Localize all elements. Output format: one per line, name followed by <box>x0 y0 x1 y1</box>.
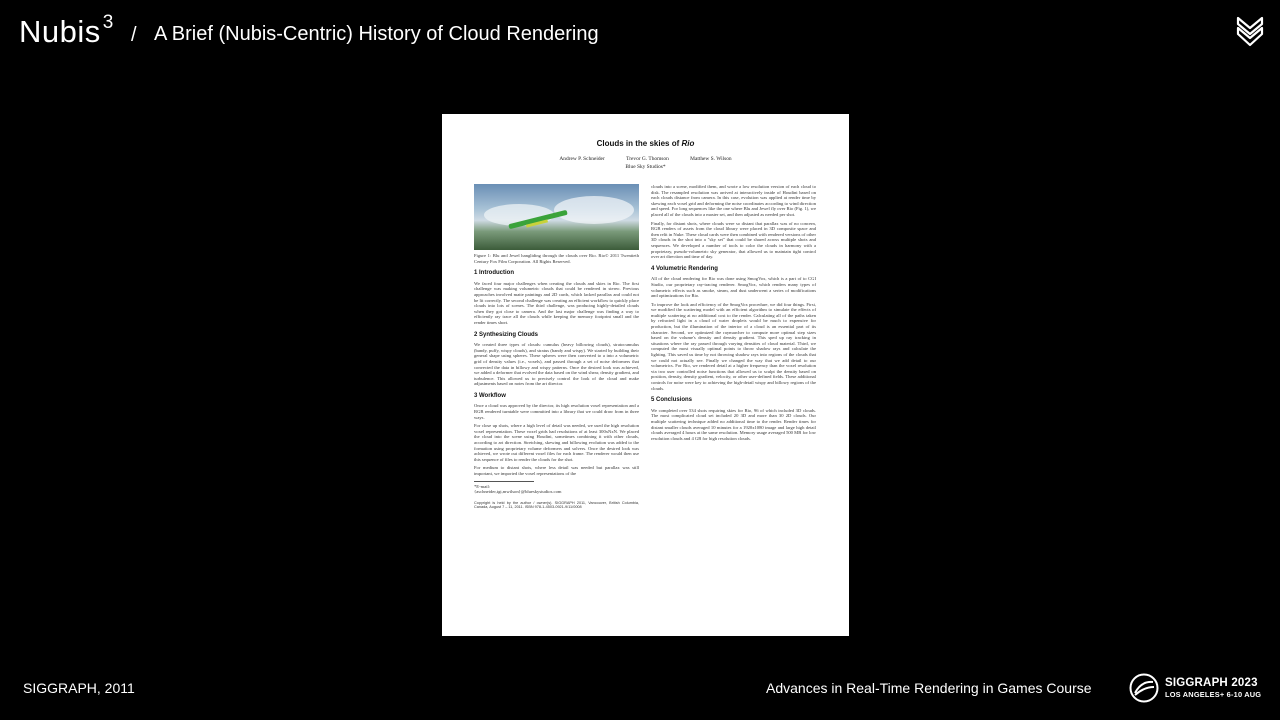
section-heading: 5 Conclusions <box>651 397 693 404</box>
paragraph: For medium to distant shots, where less detail was needed but parallax was still important, we imported the voxel representations of the <box>474 465 639 476</box>
paragraph: Finally, for distant shots, where clouds were so distant that parallax was of no concern, RGB renders of assets from the cloud library were placed in 3D composite space and then relit in Nuke. These cloud cards were then combined with rendered versions of other 3D clouds in the shot into a "sky set" that could be shared across multiple shots and sequences. We developed a number of tools to color the clouds in harmony with a proprietary, pseudo-volumetric sky generator, that allowed us to maintain tight control over art direction and time of day. <box>651 220 816 260</box>
siggraph-name: SIGGRAPH 2023 <box>1165 676 1258 689</box>
paragraph: To improve the look and efficiency of the SmogVox procedure, we did four things. First, we modified the scattering model with an efficient algorithm to simulate the effects of multiple scattering at no additional cost to the render. Calculating all of the paths taken by refracted light in a cloud of water droplets would be much to expensive for production, but the illumination of the interior of a cloud is an essential part of its character. Second, we optimized the raymarcher to compute more optimal step sizes based on the volume's density and density gradient. This sped up ray tracking in situations where the ray passed through varying densities of cloud material. Third, we computed the most visually optimal points to throw shadow rays and calculate the lighting. This saved us time by not throwing shadow rays into regions of the clouds that we could not actually see. Finally we changed the way that we add detail to our volumetrics. For Rio, we rendered detail at a higher frequency than the voxel resolution via two user controlled noise functions that allowed us to sculpt the density based on position, density, density gradient, velocity, or other user-defined fields. These additional controls for noise were key to achieving the high-detail wispy and billowy regions of the clouds. <box>651 301 816 391</box>
paper-page <box>442 114 849 636</box>
paper-column-left <box>474 184 639 510</box>
paragraph: Once a cloud was approved by the director, its high resolution voxel representation and a RGB rendered turntable were committed into a library that we could draw from in three ways. <box>474 403 639 420</box>
paragraph: We completed over 534 shots requiring skies for Rio, 96 of which included 3D clouds. The most complicated cloud set included 20 3D and more than 30 2D clouds. Our multiple scattering technique added no additional time to the render. Render times for distant smaller clouds averaged 10 minutes for a 1920x1080 image and large high detail clouds averaged 4 hours at the same resolution. Memory usage averaged 500 MB for low resolution clouds and 4 GB for high resolution clouds. <box>651 407 816 441</box>
paragraph: clouds into a scene, modified them, and wrote a low resolution version of each cloud to disk. The resampled resolution was arrived at interactively inside of Houdini based on each clouds distance from camera. In this case, evolution was applied at render time by skewing each voxel grid and deforming the noise coordinates according to wind direction and speed. For long sequences like the one where Blu and Jewel fly over Rio (Fig. 1), we placed all of the clouds into a master set, and then adjusted as needed per shot. <box>651 184 816 217</box>
siggraph-location: LOS ANGELES+ 6-10 AUG <box>1165 690 1262 700</box>
footnote: *E-mail: {aschneider,tgt,mwilson}@blueskystudios.com <box>474 481 534 495</box>
paper-column-right <box>651 184 816 444</box>
paragraph: We created three types of clouds: cumulus (heavy billowing clouds), stratocumulus (bandy, puffy, wispy clouds), and stratus (bandy and wispy). We started by building their general shape using spheres. These spheres were then converted to a into a volumetric grid of density values (i.e., voxels), and passed through a set of noise deformers that convected the data in billowy and wispy patterns. Once the desired look was achieved, we added a deformer that evolved the data based on the wind shear, density gradient, and turbulence. This allowed us to precisely control the look of the cloud and make adjustments based on notes from the art director. <box>474 342 639 387</box>
paper-figure <box>474 184 639 250</box>
author: Andrew P. Schneider <box>559 156 605 162</box>
logo-chevron-icon <box>1236 16 1264 48</box>
section-heading: 1 Introduction <box>474 270 514 277</box>
copyright-notice: Copyright is held by the author / owner(s). SIGGRAPH 2011, Vancouver, British Columbia, Canada, August 7 – 11, 2011. ISBN 978-1-4503-0921-9/11/0008 <box>474 500 639 510</box>
section-heading: 3 Workflow <box>474 392 506 399</box>
section-heading: 4 Volumetric Rendering <box>651 265 718 272</box>
section-heading: 2 Synthesizing Clouds <box>474 331 539 338</box>
author: Trevor G. Thomson <box>626 156 669 162</box>
paragraph: We faced four major challenges when creating the clouds and skies in Rio. The first challenge was making volumetric clouds that could be rendered in stereo. Previous approaches involved matte paintings and 2D cards, which lacked parallax and could not be lit correctly. The second challenge was creating an efficient workflow to quickly place clouds into lots of scenes. The third challenge, was producing highly-detailed clouds when they got close to camera. And the last major challenge was finding a way to efficiently ray trace all the clouds while keeping the memory footprint small and the render times short. <box>474 280 639 325</box>
slide-title: A Brief (Nubis-Centric) History of Cloud Rendering <box>154 23 599 45</box>
title-separator: / <box>131 24 137 46</box>
footer-source: SIGGRAPH, 2011 <box>23 680 135 696</box>
siggraph-badge <box>1129 673 1261 703</box>
author: Matthew S. Wilson <box>690 156 732 162</box>
paragraph: All of the cloud rendering for Rio was done using SmogVox, which is a part of to CGI Studio, our proprietary ray-tracing renderer. SmogVox, which renders many types of volumetric effects such as smoke, steam, and dust underwent a series of modifications and optimizations for Rio. <box>651 276 816 299</box>
paper-authors <box>442 156 849 162</box>
brand-title: Nubis $^3$ <box>19 12 114 49</box>
paper-title: Clouds in the skies of Rio <box>596 139 695 148</box>
footer-course: Advances in Real-Time Rendering in Games Course <box>766 680 1092 696</box>
paper-affiliation: Blue Sky Studios* <box>625 164 666 170</box>
paragraph: For close up shots, where a high level of detail was needed, we used the high resolution voxel representation. These voxel grids had resolutions of at least 300xNxN. We placed the cloud into the scene using Houdini, sometimes combining it with other clouds, according to art direction. Stretching, skewing and billowing evolution was added to the formation using proprietary volume deformers and solvers. Once the desired look was achieved, we wrote out different voxel files for each frame. The renderer would then use this sequence of files to render the clouds for the shot. <box>474 423 639 462</box>
siggraph-logo-icon <box>1129 673 1159 703</box>
figure-caption: Figure 1: Blu and Jewel hangliding through the clouds over Rio. Rio© 2011 Twentieth Century Fox Film Corporation. All Rights Reserved. <box>474 253 639 264</box>
